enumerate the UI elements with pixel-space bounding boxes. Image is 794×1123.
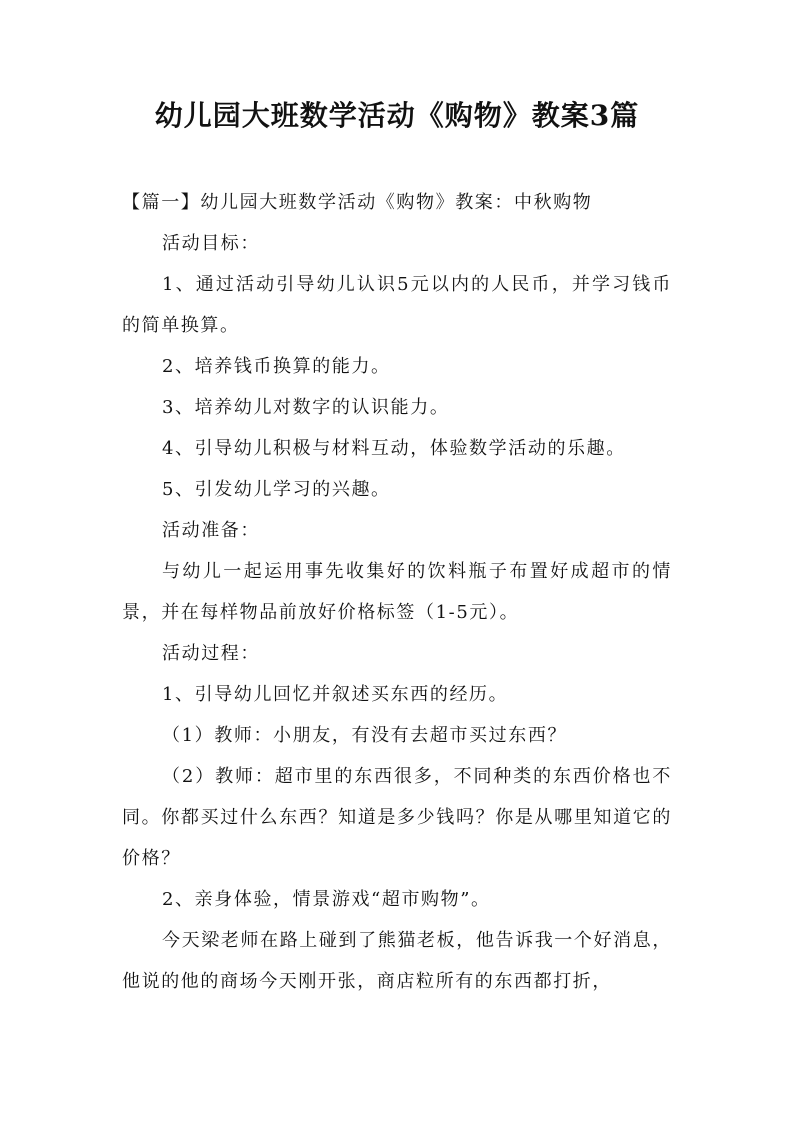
paragraph-objectives-label: 活动目标： — [162, 233, 260, 254]
paragraph-objective-1: 1、通过活动引导幼儿认识5元以内的人民币，并学习钱币的简单换算。 — [122, 274, 672, 336]
paragraph-process-1b: （2）教师：超市里的东西很多，不同种类的东西价格也不同。你都买过什么东西？知道是多少钱吗？你是从哪里知道它的价格？ — [122, 766, 672, 869]
paragraph-preparation-label: 活动准备： — [162, 520, 260, 541]
paragraph-objective-3: 3、培养幼儿对数字的认识能力。 — [162, 397, 450, 418]
document-title: 幼儿园大班数学活动《购物》教案3篇 — [154, 99, 640, 132]
paragraph-objective-4: 4、引导幼儿积极与材料互动，体验数学活动的乐趣。 — [162, 438, 626, 459]
paragraph-preparation: 与幼儿一起运用事先收集好的饮料瓶子布置好成超市的情景，并在每样物品前放好价格标签（1-5元）。 — [122, 561, 672, 623]
paragraph-story: 今天梁老师在路上碰到了熊猫老板，他告诉我一个好消息，他说的他的商场今天刚开张，商店粒所有的东西都打折， — [122, 930, 672, 992]
paragraph-objective-2: 2、培养钱币换算的能力。 — [162, 356, 391, 377]
paragraph-process-1a: （1）教师：小朋友，有没有去超市买过东西？ — [162, 725, 568, 746]
paragraph-process-label: 活动过程： — [162, 643, 260, 664]
section-heading: 【篇一】幼儿园大班数学活动《购物》教案：中秋购物 — [122, 192, 593, 213]
document-body — [122, 182, 672, 1002]
paragraph-objective-5: 5、引发幼儿学习的兴趣。 — [162, 479, 391, 500]
paragraph-process-2: 2、亲身体验，情景游戏“超市购物”。 — [162, 889, 491, 910]
paragraph-process-1: 1、引导幼儿回忆并叙述买东西的经历。 — [162, 684, 509, 705]
